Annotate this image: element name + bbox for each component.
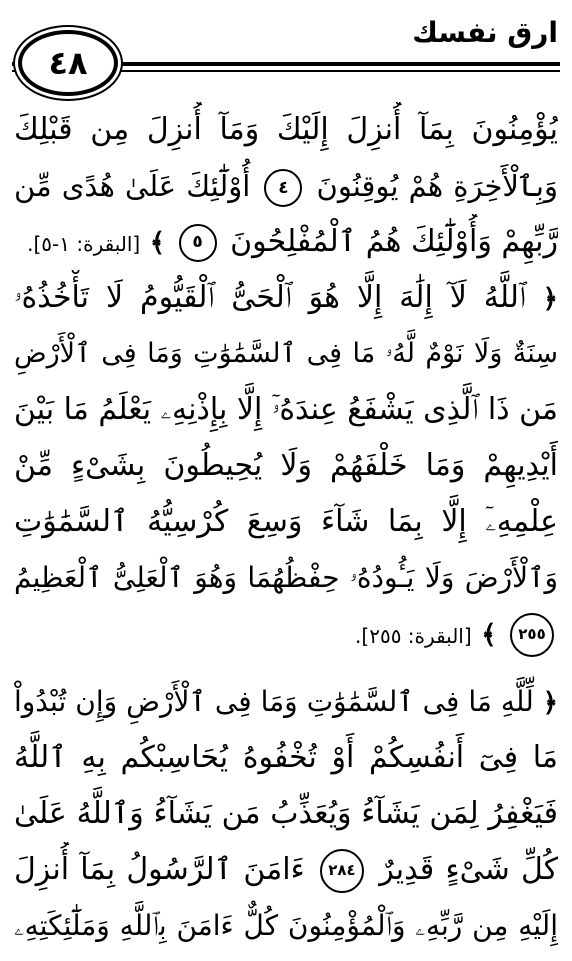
closing-ornate-bracket: ﴾ — [149, 228, 166, 258]
verse-line — [14, 898, 558, 954]
ayah-number-marker: ٢٥٥ — [510, 613, 554, 657]
page-number-badge — [18, 30, 118, 96]
verse-line — [14, 158, 558, 214]
verse-text: أُوْلَٰٓئِكَ عَلَىٰ هُدًى مِّن — [14, 169, 251, 203]
verse-line — [14, 214, 558, 270]
surah-reference: [البقرة: ١-٥]. — [27, 232, 141, 256]
verse-text: سِنَةٌ وَلَا نَوْمٌ لَّهُۥ مَا فِى ٱلسَّمَٰوَٰتِ وَمَا فِى ٱلْأَرْضِ — [14, 338, 558, 369]
verse-text: ءَامَنَ ٱلرَّسُولُ بِمَآ أُنزِلَ — [14, 852, 305, 887]
closing-ornate-bracket: ﴾ — [481, 620, 497, 650]
opening-ornate-bracket: ﴿ — [542, 284, 558, 314]
ayah-number-marker: ٥ — [179, 224, 217, 262]
verse-text: يُؤْمِنُونَ بِمَآ أُنزِلَ إِلَيْكَ وَمَآ أُنزِلَ مِن قَبْلِكَ — [14, 112, 558, 147]
verse-line — [14, 382, 558, 438]
page-number: ٤٨ — [48, 44, 88, 82]
verse-line — [14, 842, 558, 898]
page-header — [0, 0, 572, 100]
verse-text: فَيَغْفِرُ لِمَن يَشَآءُ وَيُعَذِّبُ مَن يَشَآءُ وَٱللَّهُ عَلَىٰ — [14, 796, 558, 831]
verse-line — [14, 326, 558, 382]
verse-line — [14, 270, 558, 326]
passage-gap — [14, 662, 558, 674]
opening-ornate-bracket: ﴿ — [542, 688, 558, 718]
ayah-number-marker: ٤ — [264, 169, 302, 207]
verse-text: رَّبِّهِمْ وَأُوْلَٰٓئِكَ هُمُ ٱلْمُفْلِحُونَ — [230, 224, 558, 259]
verse-line — [14, 438, 558, 494]
verse-text: وَبِٱلْأَخِرَةِ هُمْ يُوقِنُونَ — [316, 169, 558, 203]
verse-text: عِلْمِهِۦٓ إِلَّا بِمَا شَآءَ وَسِعَ كُرْسِيُّهُ ٱلسَّمَٰوَٰتِ — [14, 504, 558, 539]
running-title: ارق نفسك — [412, 16, 558, 49]
verse-line — [14, 606, 558, 662]
verse-text: لِّلَّهِ مَا فِى ٱلسَّمَٰوَٰتِ وَمَا فِى ٱلْأَرْضِ وَإِن تُبْدُواْ — [14, 685, 534, 718]
verse-text: مَن ذَا ٱلَّذِى يَشْفَعُ عِندَهُۥٓ إِلَّا بِإِذْنِهِۦ يَعْلَمُ مَا بَيْنَ — [14, 392, 558, 427]
verse-text: مَا فِىٓ أَنفُسِكُمْ أَوْ تُخْفُوهُ يُحَاسِبْكُم بِهِ ٱللَّهُ — [14, 740, 558, 775]
verse-line — [14, 550, 558, 606]
page-body — [14, 102, 558, 954]
verse-line — [14, 674, 558, 730]
verse-text: إِلَيْهِ مِن رَّبِّهِۦ وَٱلْمُؤْمِنُونَ كُلٌّ ءَامَنَ بِٱللَّهِ وَمَلَٰٓئِكَتِهِۦ — [14, 909, 558, 942]
verse-text: ٱللَّهُ لَآ إِلَٰهَ إِلَّا هُوَ ٱلْحَىُّ ٱلْقَيُّومُ لَا تَأْخُذُهُۥ — [14, 280, 526, 315]
ayah-number-marker: ٢٨٤ — [320, 849, 364, 893]
verse-line — [14, 786, 558, 842]
verse-line — [14, 730, 558, 786]
verse-line — [14, 494, 558, 550]
surah-reference: [البقرة: ٢٥٥]. — [355, 624, 472, 648]
verse-text: كُلِّ شَىْءٍ قَدِيرٌ — [379, 852, 558, 887]
verse-text: وَٱلْأَرْضَ وَلَا يَـُٔودُهُۥ حِفْظُهُمَا وَهُوَ ٱلْعَلِىُّ ٱلْعَظِيمُ — [14, 561, 558, 594]
verse-text: أَيْدِيهِمْ وَمَا خَلْفَهُمْ وَلَا يُحِيطُونَ بِشَىْءٍ مِّنْ — [14, 448, 558, 483]
verse-line — [14, 102, 558, 158]
